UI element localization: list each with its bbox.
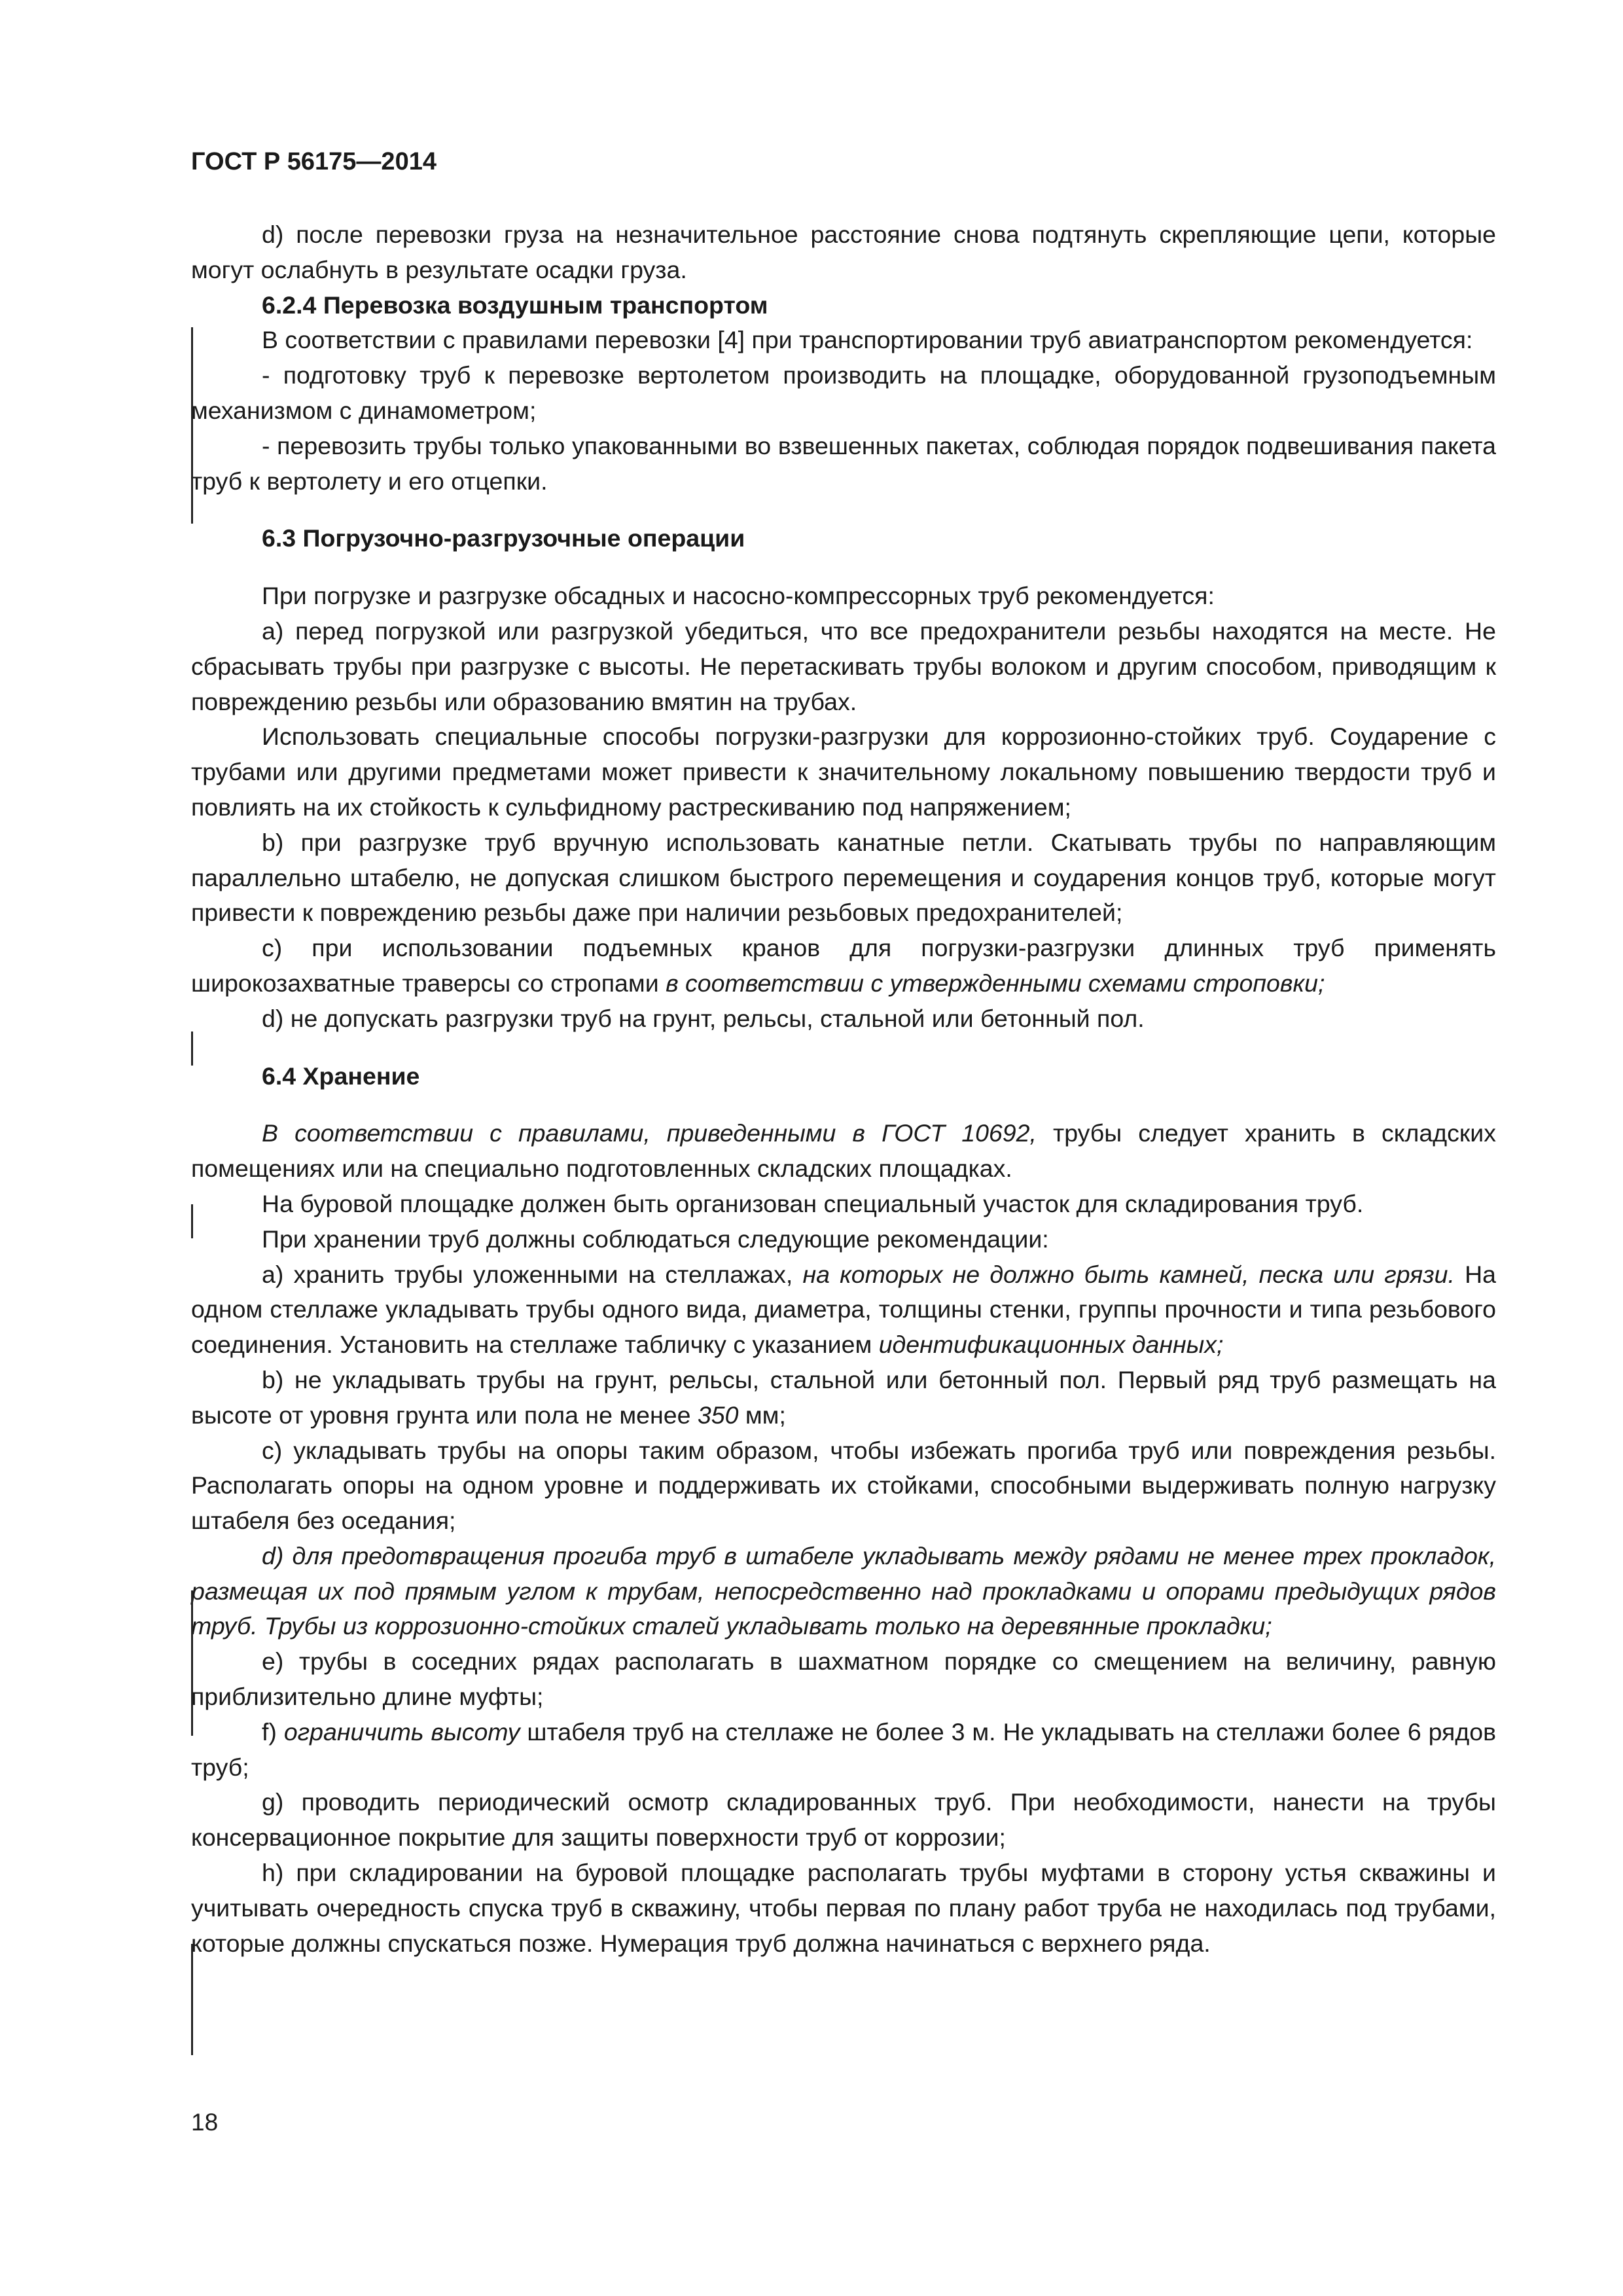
- paragraph-air-dash-2: - перевозить трубы только упакованными во взвешенных пакетах, соблюдая порядок подвешивания пакета труб к вертолету и его отцепки.: [191, 431, 1496, 495]
- paragraph-storage-a: [191, 1257, 1496, 1363]
- paragraph-storage-b: [191, 1363, 1496, 1433]
- text-run: а) хранить трубы уложенными на стеллажах,: [262, 1260, 803, 1288]
- paragraph-storage-f: [191, 1715, 1496, 1785]
- italic-run: В соответствии с правилами, приведенными в ГОСТ 10692,: [262, 1119, 1037, 1147]
- text-run: с) при использовании подъемных кранов для погрузки-разгрузки длинных труб применять широкозахватные траверсы со стропами: [191, 934, 1496, 997]
- change-bar: [191, 1031, 193, 1066]
- text-run: трубы следует хранить в складских помещениях или на специально подготовленных складских площадках.: [191, 1119, 1496, 1183]
- italic-run: d) для предотвращения прогиба труб в штабеле укладывать между рядами не менее трех прокладок, размещая их под прямым углом к трубам, непосредственно над прокладками и опорами предыдущих рядов труб. Трубы из коррозионно-стойких сталей укладывать только на деревянные прокладки;: [191, 1541, 1496, 1640]
- paragraph-d-transport: d) после перевозки груза на незначительное расстояние снова подтянуть скрепляющие цепи, которые могут ослабнуть в результате осадки груза.: [191, 221, 1496, 283]
- paragraph-storage-d: [191, 1539, 1496, 1644]
- paragraph-storage-intro: [191, 1116, 1496, 1187]
- paragraph-storage-g: g) проводить периодический осмотр складированных труб. При необходимости, нанести на трубы консервационное покрытие для защиты поверхности труб от коррозии;: [191, 1788, 1496, 1852]
- change-bar: [191, 1204, 193, 1238]
- paragraph-loading-c: [191, 931, 1496, 1001]
- paragraph-loading-b: b) при разгрузке труб вручную использовать канатные петли. Скатывать трубы по направляющим параллельно штабелю, не допуская слишком быстрого перемещения и соударения концов труб, которые могут привести к повреждению резьбы даже при наличии резьбовых предохранителей;: [191, 828, 1496, 927]
- paragraph-storage-c: с) укладывать трубы на опоры таким образом, чтобы избежать прогиба труб или повреждения резьбы. Располагать опоры на одном уровне и поддерживать их стойками, способными выдерживать полную нагрузку штабеля без оседания;: [191, 1436, 1496, 1535]
- text-run: f): [262, 1717, 284, 1746]
- change-bar: [191, 1944, 193, 2055]
- paragraph-loading-intro: При погрузке и разгрузке обсадных и насосно-компрессорных труб рекомендуется:: [262, 582, 1215, 610]
- italic-run: на которых не должно быть камней, песка или грязи.: [802, 1260, 1455, 1288]
- text-run: мм;: [738, 1401, 786, 1429]
- italic-run: идентификационных данных;: [878, 1331, 1224, 1359]
- paragraph-loading-a: а) перед погрузкой или разгрузкой убедиться, что все предохранители резьбы находятся на месте. Не сбрасывать трубы при разгрузке с высоты. Не перетаскивать трубы волоком и другим способом, приводящим к повреждению резьбы или образованию вмятин на трубах.: [191, 617, 1496, 715]
- text-run: штабеля труб на стеллаже не более 3 м. Не укладывать на стеллажи более 6 рядов труб;: [191, 1717, 1496, 1781]
- paragraph-loading-corrosion: Использовать специальные способы погрузки-разгрузки для коррозионно-стойких труб. Соударение с трубами или другими предметами может привести к значительному локальному повышению твердости труб и повлиять на их стойкость к сульфидному растрескиванию под напряжением;: [191, 723, 1496, 821]
- paragraph-storage-h: h) при складировании на буровой площадке располагать трубы муфтами в сторону устья скважины и учитывать очередность спуска труб в скважину, чтобы первая по плану работ труба не находилась под трубами, которые должны спускаться позже. Нумерация труб должна начинаться с верхнего ряда.: [191, 1859, 1496, 1957]
- heading-6-3: 6.3 Погрузочно-разгрузочные операции: [262, 524, 745, 552]
- paragraph-storage-e: е) трубы в соседних рядах располагать в шахматном порядке со смещением на величину, равную приблизительно длине муфты;: [191, 1647, 1496, 1711]
- italic-run: 350: [697, 1401, 739, 1429]
- text-run: На одном стеллаже укладывать трубы одного вида, диаметра, толщины стенки, группы прочности и типа резьбового соединения. Установить на стеллаже табличку с указанием: [191, 1260, 1496, 1359]
- text-run: b) не укладывать трубы на грунт, рельсы, стальной или бетонный пол. Первый ряд труб размещать на высоте от уровня грунта или пола не менее: [191, 1365, 1496, 1429]
- paragraph-loading-d: d) не допускать разгрузки труб на грунт, рельсы, стальной или бетонный пол.: [262, 1004, 1145, 1032]
- italic-run: в соответствии с утвержденными схемами строповки;: [666, 969, 1325, 997]
- heading-6-2-4: 6.2.4 Перевозка воздушным транспортом: [262, 291, 768, 319]
- heading-6-4: 6.4 Хранение: [262, 1062, 420, 1090]
- paragraph-storage-site: На буровой площадке должен быть организован специальный участок для складирования труб.: [262, 1189, 1364, 1217]
- document-body: [191, 217, 1496, 1961]
- page-number: 18: [191, 2109, 219, 2136]
- paragraph-storage-rules: При хранении труб должны соблюдаться следующие рекомендации:: [262, 1225, 1049, 1253]
- document-code: ГОСТ Р 56175—2014: [191, 148, 437, 175]
- italic-run: ограничить высоту: [283, 1717, 520, 1746]
- change-bar: [191, 1590, 193, 1736]
- change-bar: [191, 327, 193, 524]
- paragraph-air-dash-1: - подготовку труб к перевозке вертолетом производить на площадке, оборудованной грузоподъемным механизмом с динамометром;: [191, 361, 1496, 424]
- paragraph-air-intro: В соответствии с правилами перевозки [4] при транспортировании труб авиатранспортом рекомендуется:: [262, 326, 1473, 354]
